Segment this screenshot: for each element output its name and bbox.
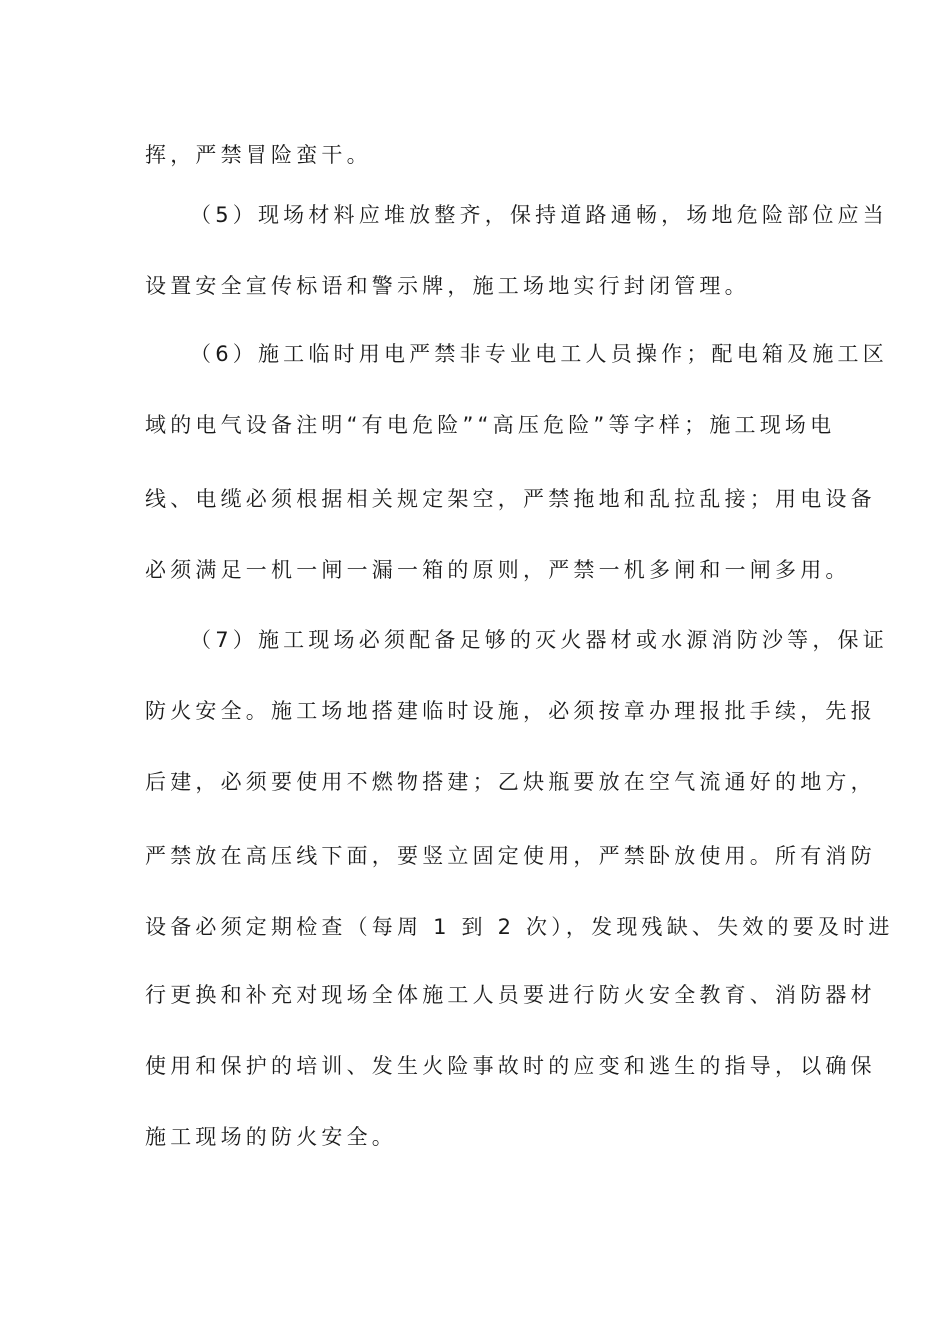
text-line: 设备必须定期检查（每周 1 到 2 次），发现残缺、失效的要及时进 xyxy=(145,915,894,939)
text-line: 施工现场的防火安全。 xyxy=(145,1125,397,1149)
text-line: 使用和保护的培训、发生火险事故时的应变和逃生的指导，以确保 xyxy=(145,1054,876,1078)
text-line: 防火安全。施工场地搭建临时设施，必须按章办理报批手续，先报 xyxy=(145,699,876,723)
paragraph-5-line: （5）现场材料应堆放整齐，保持道路通畅，场地危险部位应当 xyxy=(190,203,888,227)
text-line: 设置安全宣传标语和警示牌，施工场地实行封闭管理。 xyxy=(145,274,750,298)
text-line: 严禁放在高压线下面，要竖立固定使用，严禁卧放使用。所有消防 xyxy=(145,844,876,868)
text-line: 线、电缆必须根据相关规定架空，严禁拖地和乱拉乱接；用电设备 xyxy=(145,487,876,511)
paragraph-6-line: （6）施工临时用电严禁非专业电工人员操作；配电箱及施工区 xyxy=(190,342,888,366)
text-line: 后建，必须要使用不燃物搭建；乙炔瓶要放在空气流通好的地方， xyxy=(145,770,876,794)
paragraph-7-line: （7）施工现场必须配备足够的灭火器材或水源消防沙等，保证 xyxy=(190,628,888,652)
text-line: 行更换和补充对现场全体施工人员要进行防火安全教育、消防器材 xyxy=(145,983,876,1007)
text-line: 挥，严禁冒险蛮干。 xyxy=(145,143,372,167)
text-line: 域的电气设备注明“有电危险”“高压危险”等字样；施工现场电 xyxy=(145,413,836,437)
text-line: 必须满足一机一闸一漏一箱的原则，严禁一机多闸和一闸多用。 xyxy=(145,558,851,582)
